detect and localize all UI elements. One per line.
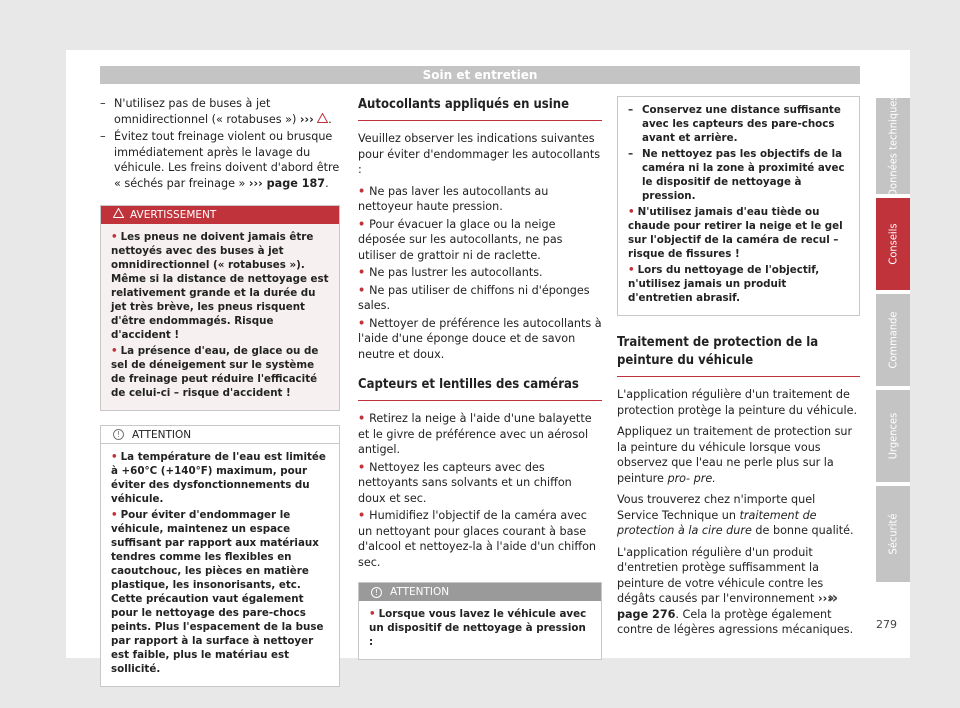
warning-triangle-icon bbox=[317, 112, 328, 128]
list-item: – Évitez tout freinage violent ou brusque immédiatement après le lavage du véhicule. Les freins doivent d'abord être « séchés par freinage » ››› page 187. bbox=[100, 130, 340, 190]
attention-item: • La température de l'eau est limitée à +60°C (+140°F) maximum, pour éviter des dysfonctionnements du véhicule. bbox=[111, 451, 326, 505]
column-2 bbox=[358, 96, 602, 660]
tab-label: Données techniques bbox=[886, 95, 900, 197]
section-heading: Autocollants appliqués en usine bbox=[358, 96, 602, 121]
page-header: Soin et entretien bbox=[100, 66, 860, 84]
list-item: • Ne pas utiliser de chiffons ni d'éponges sales. bbox=[358, 283, 590, 312]
list-item: • Pour évacuer la glace ou la neige déposée sur les autocollants, ne pas utiliser de grattoir ni de raclette. bbox=[358, 217, 563, 262]
list-item: • Retirez la neige à l'aide d'une balayette et le givre de préférence avec un aérosol antigel. bbox=[358, 412, 592, 456]
attention-box bbox=[100, 425, 340, 687]
list-item: – N'utilisez pas de buses à jet omnidirectionnel (« rotabuses ») ››› . bbox=[100, 97, 332, 126]
list-item: – Conservez une distance suffisante avec les capteurs des pare-chocs avant et arrière. bbox=[628, 104, 841, 144]
tab-donnees-techniques[interactable] bbox=[876, 95, 910, 197]
continue-arrow-icon: » bbox=[828, 588, 839, 607]
column-1 bbox=[100, 96, 340, 687]
attention-box-continued bbox=[617, 96, 860, 316]
warning-item: • Les pneus ne doivent jamais être nettoyés avec des buses à jet omnidirectionnel (« rotabuses »). Même si la distance de nettoyage est relativement grande et la durée du jet très brève, les pneus risquent d'être endommagés. Risque d'accident ! bbox=[111, 231, 329, 341]
warning-title: AVERTISSEMENT bbox=[130, 209, 217, 221]
info-circle-icon: ! bbox=[113, 429, 124, 440]
section-heading: Capteurs et lentilles des caméras bbox=[358, 376, 602, 401]
paragraph: Veuillez observer les indications suivantes pour éviter d'endommager les autocollants : bbox=[358, 132, 601, 176]
paragraph: L'application régulière d'un produit d'entretien protège suffisamment la peinture de votre véhicule contre les dégâts causés par l'environnement ››› page 276. Cela la protège également contre de légères agressions mécaniques. bbox=[617, 545, 854, 636]
page-number: 279 bbox=[876, 618, 897, 631]
tab-label: Sécurité bbox=[886, 513, 900, 555]
list-item: • Ne pas laver les autocollants au nettoyeur haute pression. bbox=[358, 184, 549, 213]
info-circle-icon: ! bbox=[371, 587, 382, 598]
attention-title: ATTENTION bbox=[132, 428, 192, 441]
list-item: • Nettoyer de préférence les autocollants à l'aide d'une éponge douce et de savon neutre et doux. bbox=[358, 316, 602, 361]
page-ref-link[interactable]: ››› page 187 bbox=[248, 176, 326, 190]
tab-conseils[interactable] bbox=[876, 198, 910, 290]
attention-item: • Lorsque vous lavez le véhicule avec un dispositif de nettoyage à pression : bbox=[369, 608, 587, 648]
section-heading: Traitement de protection de la peinture du véhicule bbox=[617, 334, 860, 377]
list-item: • Ne pas lustrer les autocollants. bbox=[358, 266, 543, 279]
tab-label: Conseils bbox=[886, 223, 900, 265]
paragraph: L'application régulière d'un traitement de protection protège la peinture du véhicule. bbox=[617, 388, 858, 417]
tab-securite[interactable] bbox=[876, 486, 910, 582]
list-item: • Nettoyez les capteurs avec des nettoyants sans solvants et un chiffon doux et sec. bbox=[358, 460, 572, 505]
tab-label: Commande bbox=[886, 311, 900, 369]
warning-item: • La présence d'eau, de glace ou de sel de déneigement sur le système de freinage peut réduire l'efficacité de celui-ci – risque d'accident ! bbox=[111, 345, 319, 399]
list-item: – Ne nettoyez pas les objectifs de la caméra ni la zone à proximité avec le dispositif de nettoyage à pression. bbox=[628, 148, 845, 202]
attention-box bbox=[358, 582, 602, 660]
warning-triangle-icon bbox=[113, 208, 124, 222]
attention-item: • Pour éviter d'endommager le véhicule, maintenez un espace suffisant par rapport aux matériaux tendres comme les flexibles en caoutchouc, les pièces en matière plastique, les insonorisants, etc. Cette précaution vaut également pour le nettoyage des pare-chocs peints. Plus l'espacement de la buse par rapport à la surface à nettoyer est faible, plus le matériau est sollicité. bbox=[111, 509, 324, 675]
tab-label: Urgences bbox=[886, 412, 900, 460]
column-3 bbox=[617, 96, 860, 644]
attention-item: • N'utilisez jamais d'eau tiède ou chaude pour retirer la neige et le gel sur l'objectif de la caméra de recul – risque de fissures ! bbox=[628, 206, 843, 260]
tab-commande[interactable] bbox=[876, 294, 910, 386]
page-ref-link[interactable]: ››› bbox=[299, 112, 314, 126]
tab-urgences[interactable] bbox=[876, 390, 910, 482]
page-ref-link[interactable]: ››› page 276 bbox=[617, 592, 832, 621]
paragraph: Appliquez un traitement de protection sur la peinture du véhicule lorsque vous observez que l'eau ne perle plus sur la peinture pro- pre. bbox=[617, 425, 853, 485]
list-item: • Humidifiez l'objectif de la caméra avec un nettoyant pour glaces courant à base d'alcool et nettoyez-la à l'aide d'un chiffon sec. bbox=[358, 509, 597, 569]
attention-title: ATTENTION bbox=[390, 586, 450, 598]
paragraph: Vous trouverez chez n'importe quel Service Technique un traitement de protection à la cire dure de bonne qualité. bbox=[617, 493, 854, 537]
warning-box bbox=[100, 205, 340, 411]
attention-item: • Lors du nettoyage de l'objectif, n'utilisez jamais un produit d'entretien abrasif. bbox=[628, 264, 820, 304]
